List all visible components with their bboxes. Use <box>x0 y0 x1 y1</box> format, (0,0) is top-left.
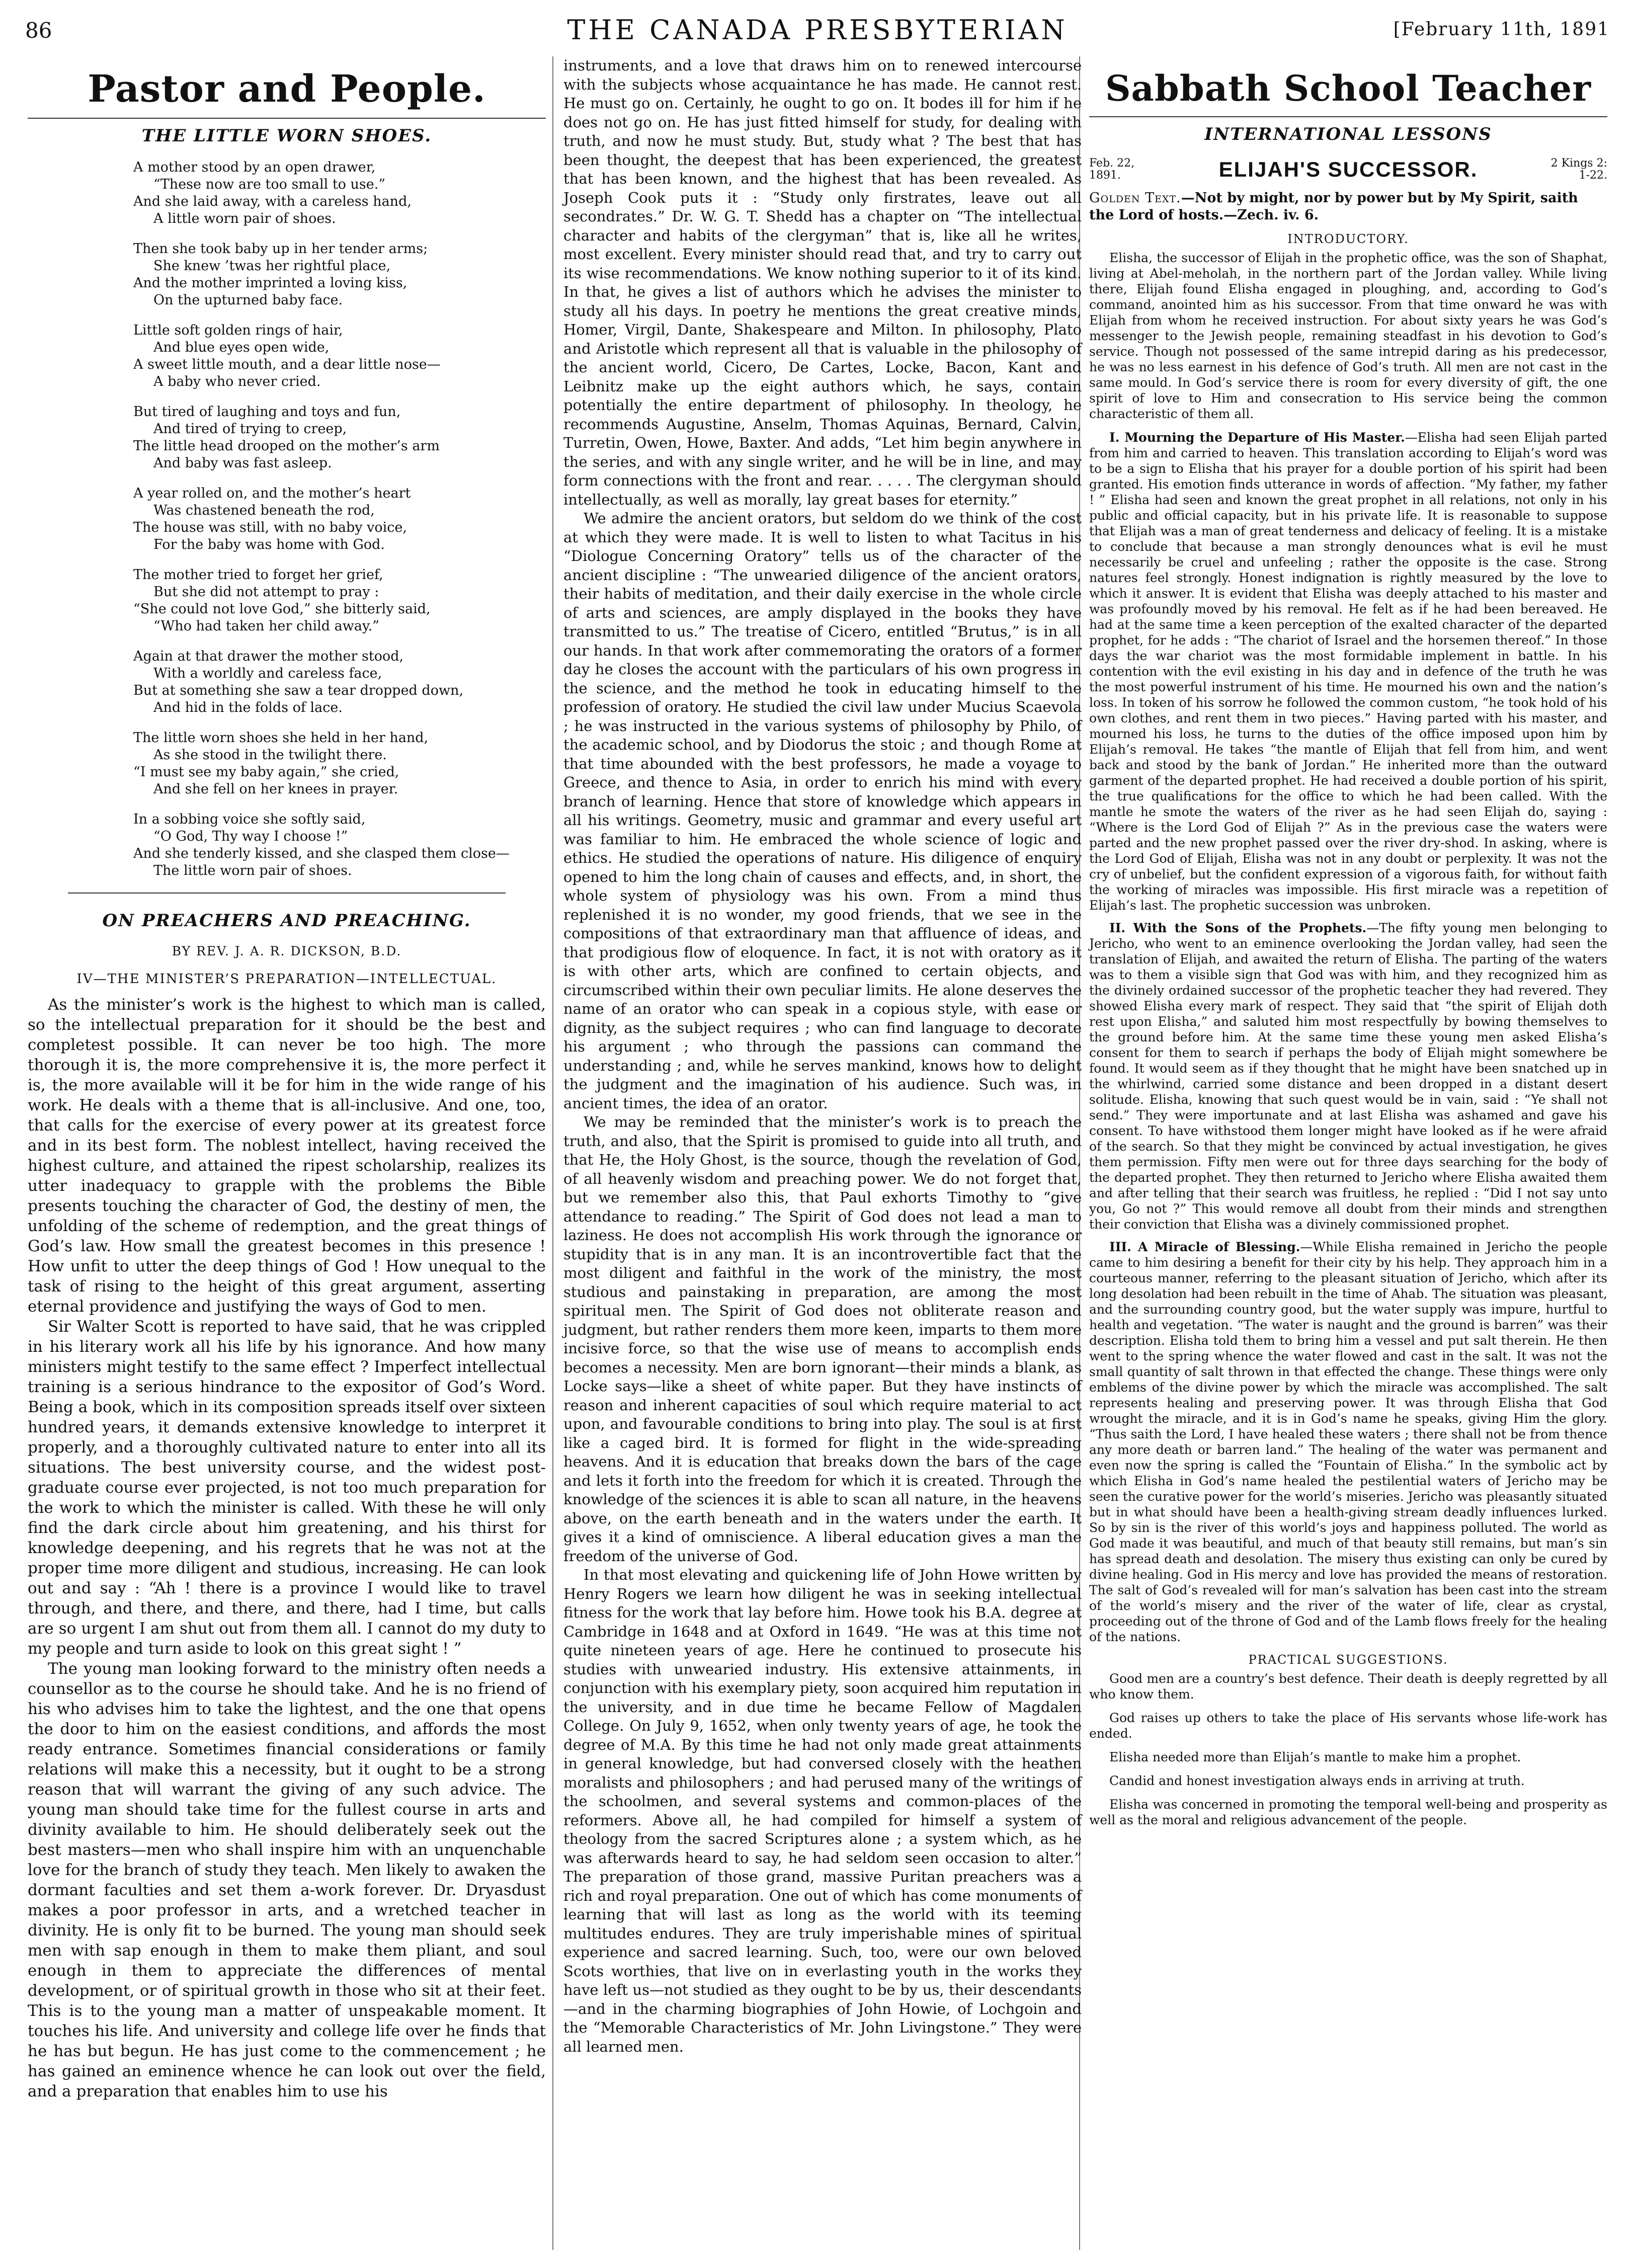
poem-line: And she laid away, with a careless hand, <box>133 194 412 209</box>
divider <box>68 893 506 894</box>
lesson-point-text: —The fifty young men belonging to Jericho, who went to an eminence overlooking the Jordan valley, had seen the translation of Elijah, and awaited the return of Elisha. The parting of the waters was to them a visible sign that God was with him, and they recognized him as the divinely ordained successor of the prophetic teacher they had revered. They showed Elisha every mark of respect. They said that “the spirit of Elijah doth rest upon Elisha,” and saluted him most respectfully by bowing themselves to the ground before him. At the same time these young men asked Elisha’s consent for them to search if perhaps the body of Elijah might somewhere be found. It would seem as if they thought that he might have been snatched up in the whirlwind, carried some distance and been dropped in a distant desert solitude. Elisha, knowing that such quest would be in vain, said : “Ye shall not send.” They were importunate and at last Elisha was ashamed and gave his consent. To have withstood them longer might have looked as if he were afraid of the search. So that they might be convinced by actual investigation, he gives them permission. Fifty men were out for three days searching for the body of the departed prophet. They then returned to Jericho where Elisha awaited them and after telling that their search was fruitless, he replied : “Did I not say unto you, Go not ?” This would remove all doubt from their minds and strengthen their conviction that Elisha was a divinely commissioned prophet. <box>1089 921 1607 1232</box>
suggestion-item: Good men are a country’s best defence. Their death is deeply regretted by all who know them. <box>1089 1671 1607 1702</box>
lessons-title: INTERNATIONAL LESSONS <box>1089 116 1607 144</box>
practical-heading: PRACTICAL SUGGESTIONS. <box>1248 1653 1448 1667</box>
poem-line: “She could not love God,” she bitterly said, <box>133 601 431 617</box>
poem-line: And blue eyes open wide, <box>153 340 330 355</box>
poem-line: But she did not attempt to pray : <box>153 584 379 600</box>
intro-heading: INTRODUCTORY. <box>1287 232 1409 246</box>
lesson-point <box>1089 920 1607 1232</box>
poem-stanza <box>133 485 546 553</box>
poem-line: In a sobbing voice she softly said, <box>133 812 366 827</box>
poem-line: Again at that drawer the mother stood, <box>133 649 404 664</box>
suggestion-item: Elisha needed more than Elijah’s mantle to make him a prophet. <box>1109 1750 1521 1764</box>
sabbath-department-title: Sabbath School Teacher <box>1105 67 1592 109</box>
suggestion-item: God raises up others to take the place of His servants whose life-work has ended. <box>1089 1711 1607 1741</box>
lesson-point-heading: III. A Miracle of Blessing. <box>1109 1240 1300 1254</box>
issue-date: [February 11th, 1891 <box>1393 19 1610 40</box>
article-byline: BY REV. J. A. R. DICKSON, B.D. <box>172 944 402 958</box>
article-paragraph: In that most elevating and quickening life of John Howe written by Henry Rogers we learn how diligent he was in seeking intellectual fitness for the work that lay before him. Howe took his B.A. degree at Cambridge in 1648 and at Oxford in 1649. “He was at this time not quite nineteen years of age. Here he continued to prosecute his studies with unwearied industry. His extensive attainments, in conjunction with his exemplary piety, soon acquired him reputation in the university, and in due time he became Fellow of Magdalen College. On July 9, 1652, when only twenty years of age, he took the degree of M.A. By this time he had not only made great attainments in general knowledge, but had conversed closely with the heathen moralists and philosophers ; and had perused many of the writings of the schoolmen, and several systems and common-places of the reformers. Above all, he had compiled for himself a system of theology from the sacred Scriptures alone ; a system which, as he was afterwards heard to say, he had seldom seen occasion to alter.” The preparation of those grand, massive Puritan preachers was a rich and royal preparation. One out of which has come monuments of learning that will last as long as the world with its teeming multitudes endures. They are truly imperishable mines of spiritual experience and sacred learning. Such, too, were our own beloved Scots worthies, that live on in everlasting youth in the works they have left us—not studied as they ought to be by us, their descendants—and in the charming biographies of John Howie, of Lochgoin and the “Memorable Characteristics of Mr. John Livingstone.” They were all learned men. <box>563 1566 1082 2055</box>
poem-line: “O God, Thy way I choose !” <box>153 829 348 844</box>
poem-line: “These now are too small to use.” <box>153 177 386 192</box>
pastor-department-title: Pastor and People. <box>88 67 486 111</box>
poem-line: A baby who never cried. <box>153 374 321 389</box>
article-paragraph: We may be reminded that the minister’s work is to preach the truth, and also, that the Spirit is promised to guide into all truth, and that He, the Holy Ghost, is the source, though the revelation of God, of all heavenly wisdom and preaching power. We do not forget that, but we remember also this, that Paul exhorts Timothy to “give attendance to reading.” The Spirit of God does not lead a man to laziness. He does not accomplish His work through the ignorance or stupidity that is in any man. It is an incontrovertible fact that the most diligent and faithful in the work of the ministry, the most studious and painstaking in preparation, are among the most spiritual men. The Spirit of God does not obliterate reason and judgment, but rather renders them more keen, imparts to them more incisive force, so that the wise use of means to accomplish ends becomes a necessity. Men are born ignorant—their minds a blank, as Locke says—like a sheet of white paper. But they have instincts of reason and inherent capacities of soul which require material to act upon, and favourable conditions to bring into play. The soul is at first like a caged bird. It is formed for flight in the wide-spreading heavens. And it is education that breaks down the bars of the cage and lets it forth into the freedom for which it is created. Through the knowledge of the sciences it is able to scan all nature, in the heavens above, on the earth beneath and in the waters under the earth. It gives it a kind of omniscience. A liberal education gives a man the freedom of the universe of God. <box>563 1113 1082 1565</box>
poem-line: Was chastened beneath the rod, <box>153 503 375 518</box>
poem-line: With a worldly and careless face, <box>153 666 382 681</box>
poem-line: For the baby was home with God. <box>153 537 385 552</box>
article-body-col2 <box>563 56 1082 2056</box>
poem-line: And baby was fast asleep. <box>153 455 332 471</box>
poem <box>28 159 546 879</box>
column-rule <box>552 56 553 2250</box>
poem-line: As she stood in the twilight there. <box>153 747 387 763</box>
paper-title: THE CANADA PRESBYTERIAN <box>567 14 1068 46</box>
poem-line: “I must see my baby again,” she cried, <box>133 764 399 780</box>
poem-line: And the mother imprinted a loving kiss, <box>133 275 407 291</box>
article-title: ON PREACHERS AND PREACHING. <box>102 911 471 931</box>
lesson-point-text: —While Elisha remained in Jericho the people came to him desiring a benefit for their city by his help. They approach him in a courteous manner, referring to the pleasant situation of Jericho, which after its long desolation had been rebuilt in the time of Ahab. The situation was pleasant, and the surrounding country good, but the water supply was impure, hurtful to health and vegetation. “The water is naught and the ground is barren” was their description. Elisha told them to bring him a vessel and put salt therein. He then went to the spring whence the water flowed and cast in the salt. It was not the small quantity of salt thrown in that effected the change. These things were only emblems of the divine power by which the miracle was accomplished. The salt represents healing and preserving power. It was through Elisha that God wrought the miracle, and it is in God’s name he speaks, giving Him the glory. “Thus saith the Lord, I have healed these waters ; there shall not be from thence any more death or barren land.” The healing of the water was permanent and even now the spring is called the “Fountain of Elisha.” In the symbolic act by which Elisha in God’s name healed the pestilential waters of Jericho may be seen the curative power for the world’s miseries. Jericho was pleasantly situated but in what should have been a health-giving stream deadly influences lurked. So by sin is the river of this world’s joys and happiness polluted. The world as God made it was beautiful, and much of that beauty still remains, but man’s sin has spread death and desolation. The misery thus existing can only be cured by divine healing. God in His mercy and love has provided the means of restoration. The salt of God’s revealed will for man’s salvation has been cast into the stream of the world’s misery and the river of the water of life, clear as crystal, proceeding out of the throne of God and of the Lamb flows freely for the healing of the nations. <box>1089 1240 1607 1644</box>
column-3 <box>1089 56 1607 1836</box>
article-paragraph: As the minister’s work is the highest to which man is called, so the intellectual preparation for it should be the best and completest possible. It can never be too high. The more thorough it is, the more comprehensive it is, the more perfect it is, the more available will it be for him in the wide range of his work. He deals with a theme that is all-inclusive. And one, too, that calls for the exercise of every power at its greatest force and in its best form. The noblest intellect, having received the highest culture, and attained the ripest scholarship, realizes its utter inadequacy to grapple with the problems the Bible presents touching the character of God, the destiny of men, the unfolding of the scheme of redemption, and the great things of God’s law. How small the greatest becomes in this presence ! How unfit to utter the deep things of God ! How unequal to the task of rising to the height of this great argument, asserting eternal providence and justifying the ways of God to men. <box>28 996 546 1316</box>
poem-line: And she fell on her knees in prayer. <box>153 781 398 797</box>
poem-line: On the upturned baby face. <box>153 292 343 308</box>
golden-text-body: —Not by might, nor by power but by My Spirit, saith the Lord of hosts.—Zech. iv. 6. <box>1089 190 1578 223</box>
poem-stanza <box>133 811 546 879</box>
suggestion-item: Elisha was concerned in promoting the temporal well-being and prosperity as well as the moral and religious advancement of the people. <box>1089 1797 1607 1827</box>
article-paragraph: Sir Walter Scott is reported to have said, that he was crippled in his literary work all his life by his ignorance. And how many ministers might testify to the same effect ? Imperfect intellectual training is a serious hindrance to the expositor of God’s Word. Being a book, which in its composition spreads itself over sixteen hundred years, it demands extensive knowledge to interpret it properly, and a thoroughly cultivated nature to enter into all its situations. The best university course, and the widest post-graduate course ever projected, is not too much preparation for the work to which the minister is called. With these he will only find the dark circle about him greatening, and his thirst for knowledge deepening, and his regrets that he was not at the proper time more diligent and studious, increasing. He can look out and say : “Ah ! there is a province I would like to travel through, and there, and there, and there, had I time, but calls are so urgent I am shut out from them all. I cannot do my duty to my people and turn aside to look on this great sight ! ” <box>28 1318 546 1658</box>
poem-stanza <box>133 159 546 227</box>
golden-text <box>1089 190 1607 224</box>
golden-text-label: Golden Text. <box>1089 190 1181 206</box>
lesson-point <box>1089 430 1607 913</box>
poem-line: And tired of trying to creep, <box>153 421 347 437</box>
lesson-point <box>1089 1239 1607 1645</box>
article-paragraph: The young man looking forward to the ministry often needs a counsellor as to the course he should take. And he is no friend of his who advises him to take the lightest, and the one that opens the door to him on the easiest conditions, and affords the most ready entrance. Sometimes financial considerations or family relations will make this a necessity, but it ought to be a strong reason that will warrant the giving of any such advice. The young man should take time for the fullest course in arts and divinity available to him. He should deliberately seek out the best masters—men who shall inspire him with an unquenchable love for the branch of study they teach. Men likely to awaken the dormant faculties and set them a-work forever. Dr. Dryasdust makes a poor professor in arts, and a wretched teacher in divinity. He is only fit to be burned. The young man should seek men with sap enough in them to make them pliant, and soul enough in them to appreciate the differences of mental development, or of spiritual growth in those who sit at their feet. This is to the young man a matter of unspeakable moment. It touches his life. And university and college life over he finds that he has but begun. He has just come to the commencement ; he has gained an eminence whence he can look out over the field, and a preparation that enables him to use his <box>28 1660 546 2100</box>
page-number: 86 <box>25 18 52 43</box>
poem-stanza <box>133 566 546 635</box>
intro-paragraph: Elisha, the successor of Elijah in the prophetic office, was the son of Shaphat, living at Abel-meholah, in the northern part of the Jordan valley. While living there, Elijah found Elisha engaged in ploughing, and, according to God’s command, anointed him as his successor. From that time onward he was with Elijah from whom he received instruction. For about sixty years he was God’s messenger to the Jewish people, remaining steadfast in his devotion to God’s service. Though not possessed of the same intrepid daring as his predecessor, he was no less earnest in his defence of God’s truth. All men are not cast in the same mould. In God’s service there is room for every diversity of gift, the one spirit of love to Him and consecration to His service being the common characteristic of them all. <box>1089 251 1607 421</box>
poem-line: Little soft golden rings of hair, <box>133 322 343 338</box>
poem-line: The mother tried to forget her grief, <box>133 567 383 583</box>
poem-line: But at something she saw a tear dropped down, <box>133 683 464 698</box>
suggestion-item: Candid and honest investigation always ends in arriving at truth. <box>1109 1773 1525 1788</box>
poem-line: The little head drooped on the mother’s arm <box>133 438 440 454</box>
poem-line: Then she took baby up in her tender arms; <box>133 241 428 257</box>
column-2 <box>563 56 1082 2056</box>
article-subhead: IV—THE MINISTER’S PREPARATION—INTELLECTUAL. <box>76 971 497 987</box>
poem-stanza <box>133 240 546 309</box>
lesson-point-heading: II. With the Sons of the Prophets. <box>1109 921 1367 935</box>
poem-line: And hid in the folds of lace. <box>153 700 343 715</box>
poem-line: A year rolled on, and the mother’s heart <box>133 485 411 501</box>
poem-title: THE LITTLE WORN SHOES. <box>28 118 546 146</box>
poem-stanza <box>133 648 546 716</box>
lesson-date: Feb. 22, 1891. <box>1089 157 1135 182</box>
article-paragraph: instruments, and a love that draws him on to renewed intercourse with the subjects whose acquaintance he has made. He cannot rest. He must go on. Certainly, he ought to go on. It bodes ill for him if he does not go on. He has just fitted himself for study, for dealing with truth, and now he must study. But, study what ? The best that has been thought, the deepest that has been experienced, the greatest that has been known, and the highest that has been revealed. As Joseph Cook puts it : “Study only firstrates, leave out all secondrates.” Dr. W. G. T. Shedd has a chapter on “The intellectual character and habits of the clergyman” that is, like all he writes, most excellent. Every minister should read that, and try to carry out its wise recommendations. We know nothing superior to it of its kind. In that, he gives a list of authors which he advises the minister to study all his days. In poetry he mentions the great creative minds, Homer, Virgil, Dante, Shakespeare and Milton. In philosophy, Plato and Aristotle which represent all that is valuable in the philosophy of the ancient world, Cicero, De Cartes, Locke, Bacon, Kant and Leibnitz make up the eight authors which, he says, contain potentially the entire department of philosophy. In theology, he recommends Augustine, Anselm, Thomas Aquinas, Bernard, Calvin, Turretin, Owen, Howe, Baxter. And adds, “Let him begin anywhere in the series, and with any single writer, and he will be in line, and may form connections with the front and rear. . . . . The clergyman should intellectually, as well as morally, lay great bases for eternity.” <box>563 57 1082 508</box>
poem-line: The little worn shoes she held in her hand, <box>133 730 429 746</box>
poem-line: And she tenderly kissed, and she clasped them close— <box>133 846 510 861</box>
poem-line: “Who had taken her child away.” <box>153 618 380 634</box>
poem-line: But tired of laughing and toys and fun, <box>133 404 401 420</box>
column-1 <box>28 56 546 2101</box>
poem-line: She knew ’twas her rightful place, <box>153 258 391 274</box>
poem-stanza <box>133 403 546 472</box>
poem-stanza <box>133 322 546 390</box>
poem-line: A little worn pair of shoes. <box>153 211 336 226</box>
lesson-point-text: —Elisha had seen Elijah parted from him and carried to heaven. This translation according to Elijah’s word was to be a sign to Elisha that his prayer for a double portion of his spirit had been granted. His emotion finds utterance in words of affection. “My father, my father ! ” Elisha had seen and known the great prophet in all relations, not only in his public and official capacity, but in his private life. It is reasonable to suppose that Elijah was a man of great tenderness and delicacy of feeling. It is a mistake to conclude that because a man strongly denounces what is evil he must necessarily be cruel and unfeeling ; rather the opposite is the case. Strong natures feel strongly. Honest indignation is rightly measured by the love to which it answer. It is evident that Elisha was deeply attached to his master and was profoundly moved by his removal. He felt as if he had been bereaved. He had at the same time a keen perception of the exalted character of the departed prophet, for he adds : “The chariot of Israel and the horsemen thereof.” In those days the war chariot was the most formidable implement in battle. In his contention with the evil existing in his day and in defence of the truth he was the most powerful instrument of his time. He mourned his own and the nation’s loss. In token of his sorrow he followed the common custom, “he took hold of his own clothes, and rent them in two pieces.” Having parted with his master, and mourned his loss, he turns to the duties of the office imposed upon him by Elijah’s removal. He takes “the mantle of Elijah that fell from him, and went back and stood by the bank of Jordan.” He inherited more than the outward garment of the departed prophet. He had received a double portion of his spirit, the true qualifications for the office to which he had been called. With the mantle he smote the waters of the river as he had seen Elijah do, saying : “Where is the Lord God of Elijah ?” As in the previous case the waters were parted and the new prophet passed over the river dry-shod. In asking, where is the Lord God of Elijah, Elisha was not in any doubt or perplexity. It was not the cry of unbelief, but the confident expression of a vigorous faith, for without faith the working of miracles was impossible. His first miracle was a repetition of Elijah’s last. The prophetic succession was unbroken. <box>1089 430 1607 913</box>
practical-suggestions <box>1089 1671 1607 1828</box>
article-paragraph: We admire the ancient orators, but seldom do we think of the cost at which they were made. It is well to listen to what Tacitus in his “Diologue Concerning Oratory” tells us of the character of the ancient discipline : “The unwearied diligence of the ancient orators, their habits of meditation, and their daily exercise in the whole circle of arts and sciences, are amply displayed in the books they have transmitted to us.” The treatise of Cicero, entitled “Brutus,” is in all our hands. In that work after commemorating the orators of a former day he closes the account with the particulars of his own progress in the science, and the method he took in educating himself to the profession of oratory. He studied the civil law under Mucius Scaevola ; he was instructed in the various systems of philosophy by Philo, of the academic school, and by Diodorus the stoic ; and though Rome at that time abounded with the best professors, he made a voyage to Greece, and thence to Asia, in order to enrich his mind with every branch of learning. Hence that store of knowledge which appears in all his writings. Geometry, music and grammar and every useful art was familiar to him. He embraced the whole science of logic and ethics. He studied the operations of nature. His diligence of enquiry opened to him the long chain of causes and effects, and, in short, the whole system of physiology was his own. From a mind thus replenished it is no wonder, my good friends, that we see in the compositions of that extraordinary man that affluence of ideas, and that prodigious flow of eloquence. In fact, it is not with oratory as it is with other arts, which are confined to certain objects, and circumscribed within their own peculiar limits. He alone deserves the name of an orator who can speak in a copious style, with ease or dignity, as the subject requires ; who can find language to decorate his argument ; who through the passions can command the understanding ; and, while he serves mankind, knows how to delight the judgment and the imagination of his audience. Such was, in ancient times, the idea of an orator. <box>563 510 1082 1112</box>
lesson-point-heading: I. Mourning the Departure of His Master. <box>1109 430 1405 445</box>
poem-line: A sweet little mouth, and a dear little nose— <box>133 357 441 372</box>
lesson-header <box>1089 157 1607 182</box>
poem-line: A mother stood by an open drawer, <box>133 159 376 175</box>
lesson-scripture: 2 Kings 2: 1-22. <box>1550 157 1607 182</box>
article-body-col1 <box>28 995 546 2101</box>
lesson-title: ELIJAH'S SUCCESSOR. <box>1218 157 1478 181</box>
masthead <box>20 14 1615 44</box>
poem-stanza <box>133 730 546 798</box>
poem-line: The house was still, with no baby voice, <box>133 520 407 535</box>
lesson-points <box>1089 430 1607 1645</box>
poem-line: The little worn pair of shoes. <box>153 863 352 878</box>
